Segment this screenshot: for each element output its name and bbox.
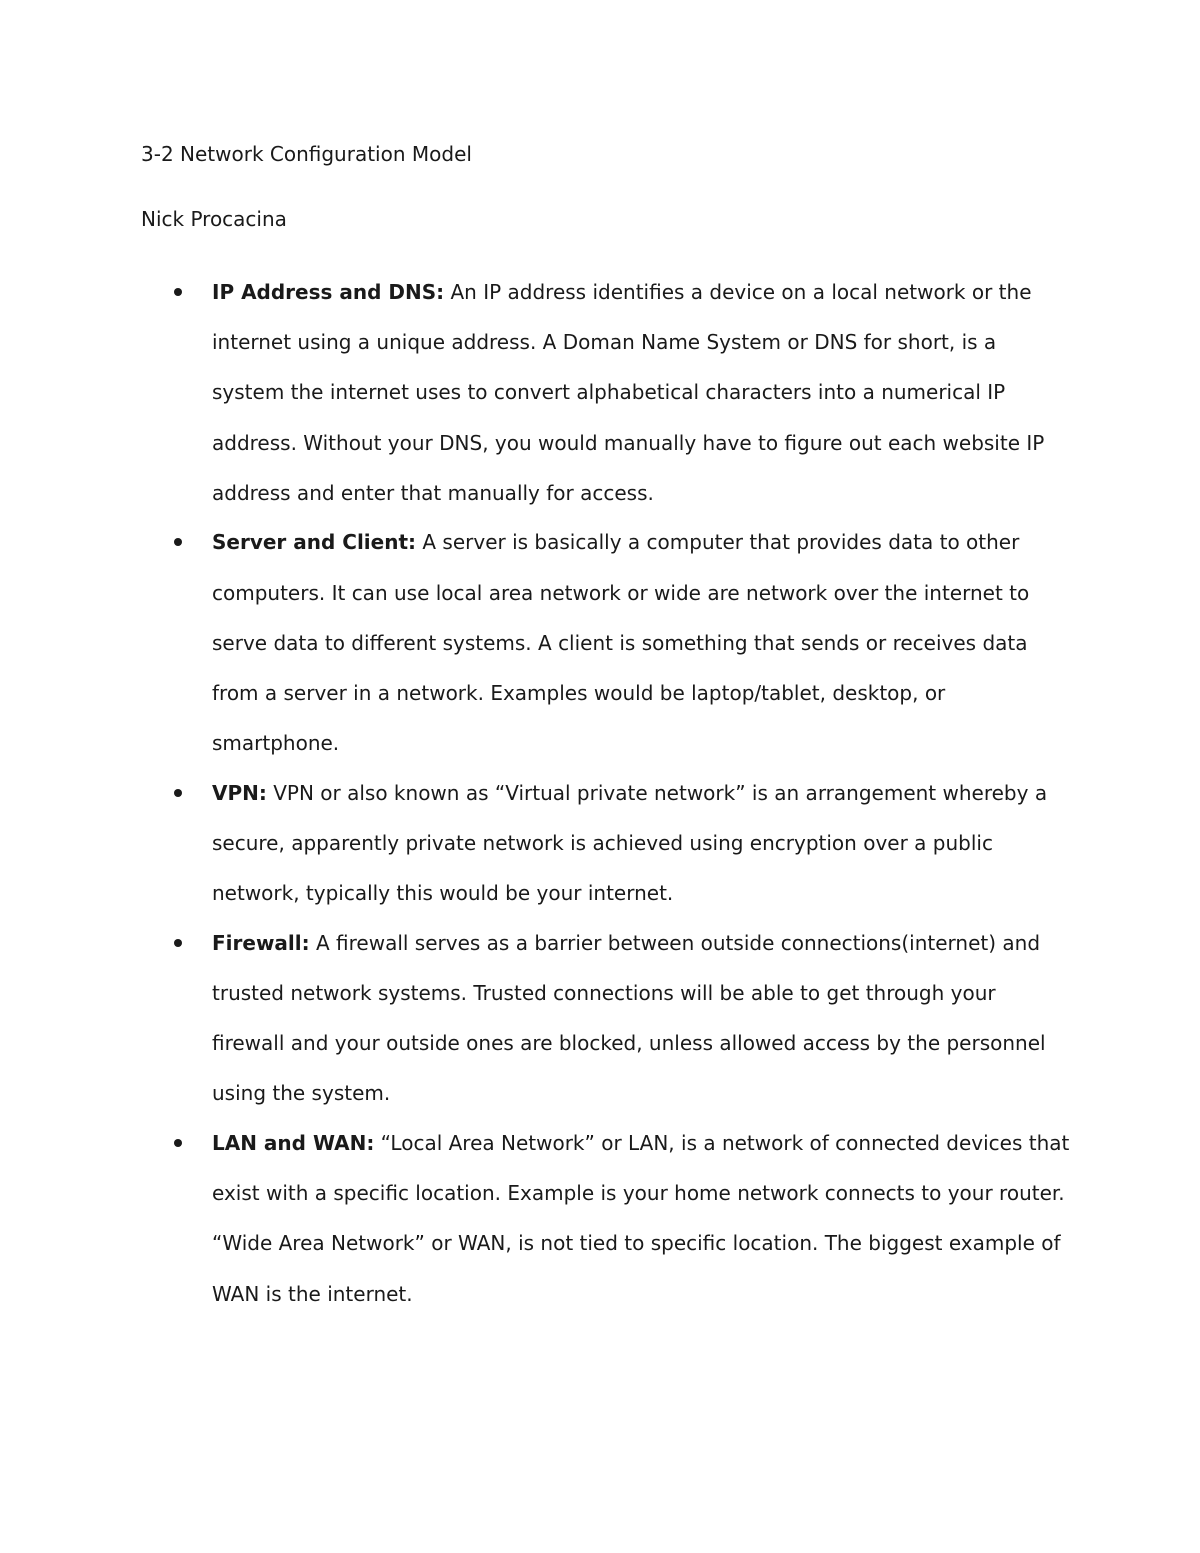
list-item-firewall <box>141 918 1071 1119</box>
bullet-icon <box>174 1139 182 1147</box>
bullet-icon <box>174 288 182 296</box>
list-item-vpn <box>141 768 1071 919</box>
bullet-icon <box>174 789 182 797</box>
term-label: Firewall: <box>212 930 310 955</box>
term-label: IP Address and DNS: <box>212 280 445 304</box>
term-label: Server and Client: <box>212 530 417 555</box>
term-description: An IP address identifies a device on a local network or the internet using a unique address. A Doman Name System or DNS for short, is a system the internet uses to convert alphabetical characters into a numerical IP address. Without your DNS, you would manually have to figure out each website IP address and enter that manually for access. <box>212 280 1045 505</box>
bullet-list <box>141 267 1071 1319</box>
document-page <box>141 137 1071 1319</box>
term-description: VPN or also known as “Virtual private network” is an arrangement whereby a secure, apparently private network is achieved using encryption over a public network, typically this would be your internet. <box>212 780 1048 906</box>
term-description: A server is basically a computer that provides data to other computers. It can use local area network or wide are network over the internet to serve data to different systems. A client is something that sends or receives data from a server in a network. Examples would be laptop/tablet, desktop, or smartphone. <box>212 530 1030 756</box>
document-author: Nick Procacina <box>141 207 287 231</box>
list-item-ip-dns <box>141 267 1071 518</box>
list-item-server-client <box>141 517 1071 768</box>
list-item-lan-wan <box>141 1118 1071 1319</box>
term-description: A firewall serves as a barrier between outside connections(internet) and trusted network systems. Trusted connections will be able to get through your firewall and your outside ones are blocked, unless allowed access by the personnel using the system. <box>212 930 1046 1106</box>
bullet-icon <box>174 939 182 947</box>
term-label: VPN: <box>212 780 267 805</box>
bullet-icon <box>174 538 182 546</box>
term-description: “Local Area Network” or LAN, is a network of connected devices that exist with a specific location. Example is your home network connects to your router. “Wide Area Network” or WAN, is not tied to specific location. The biggest example of WAN is the internet. <box>212 1131 1070 1306</box>
document-title: 3-2 Network Configuration Model <box>141 142 472 166</box>
term-label: LAN and WAN: <box>212 1131 375 1156</box>
